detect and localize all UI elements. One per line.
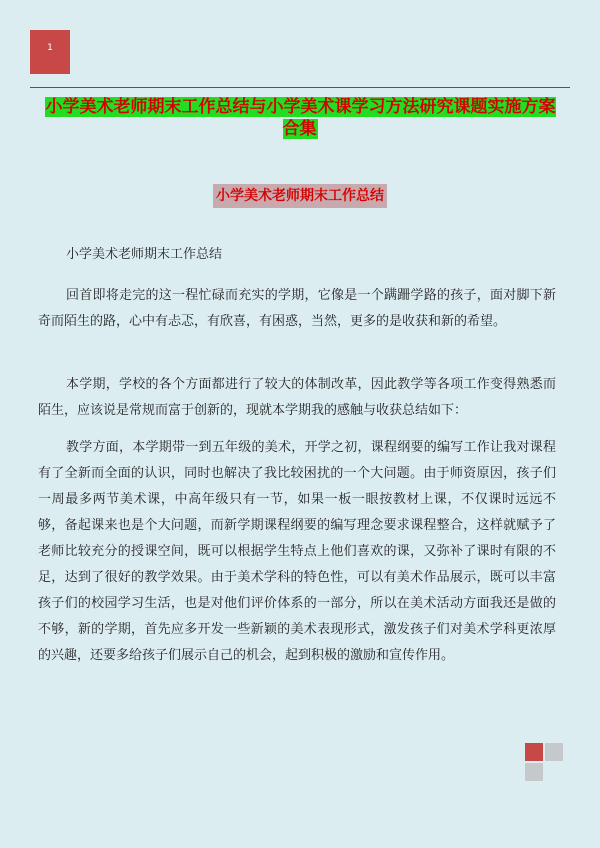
document-title-text: 小学美术老师期末工作总结与小学美术课学习方法研究课题实施方案合集 <box>45 97 556 139</box>
decorative-square-gray <box>525 763 543 781</box>
paragraph-text: 本学期，学校的各个方面都进行了较大的体制改革，因此教学等各项工作变得熟悉而陌生，应该说是常规而富于创新的，现就本学期我的感触与收获总结如下： <box>38 377 556 418</box>
section-title <box>0 184 600 208</box>
body-paragraph-1 <box>38 242 556 268</box>
decorative-square-red <box>525 743 543 761</box>
section-title-text: 小学美术老师期末工作总结 <box>213 184 387 208</box>
page-number-badge: 1 <box>30 30 70 74</box>
body-paragraph-4 <box>38 435 556 669</box>
paragraph-text: 回首即将走完的这一程忙碌而充实的学期，它像是一个蹒跚学路的孩子，面对脚下新奇而陌生的路，心中有忐忑，有欣喜，有困惑，当然，更多的是收获和新的希望。 <box>38 288 556 329</box>
header-divider <box>30 87 570 88</box>
paragraph-text: 教学方面，本学期带一到五年级的美术，开学之初，课程纲要的编写工作让我对课程有了全新而全面的认识，同时也解决了我比较困扰的一个大问题。由于师资原因，孩子们一周最多两节美术课，中高年级只有一节，如果一板一眼按教材上课，不仅课时远远不够，备起课来也是个大问题，而新学期课程纲要的编写理念要求课程整合，这样就赋予了老师比较充分的授课空间，既可以根据学生特点上他们喜欢的课，又弥补了课时有限的不足，达到了很好的教学效果。由于美术学科的特色性，可以有美术作品展示，既可以丰富孩子们的校园学习生活，也是对他们评价体系的一部分，所以在美术活动方面我还是做的不够，新的学期，首先应多开发一些新颖的美术表现形式，激发孩子们对美术学科更浓厚的兴趣，还要多给孩子们展示自己的机会，起到积极的激励和宣传作用。 <box>38 440 556 663</box>
body-paragraph-3 <box>38 372 556 424</box>
document-title <box>40 96 560 140</box>
paragraph-text: 小学美术老师期末工作总结 <box>66 247 223 262</box>
decorative-square-gray <box>545 743 563 761</box>
body-paragraph-2 <box>38 283 556 335</box>
